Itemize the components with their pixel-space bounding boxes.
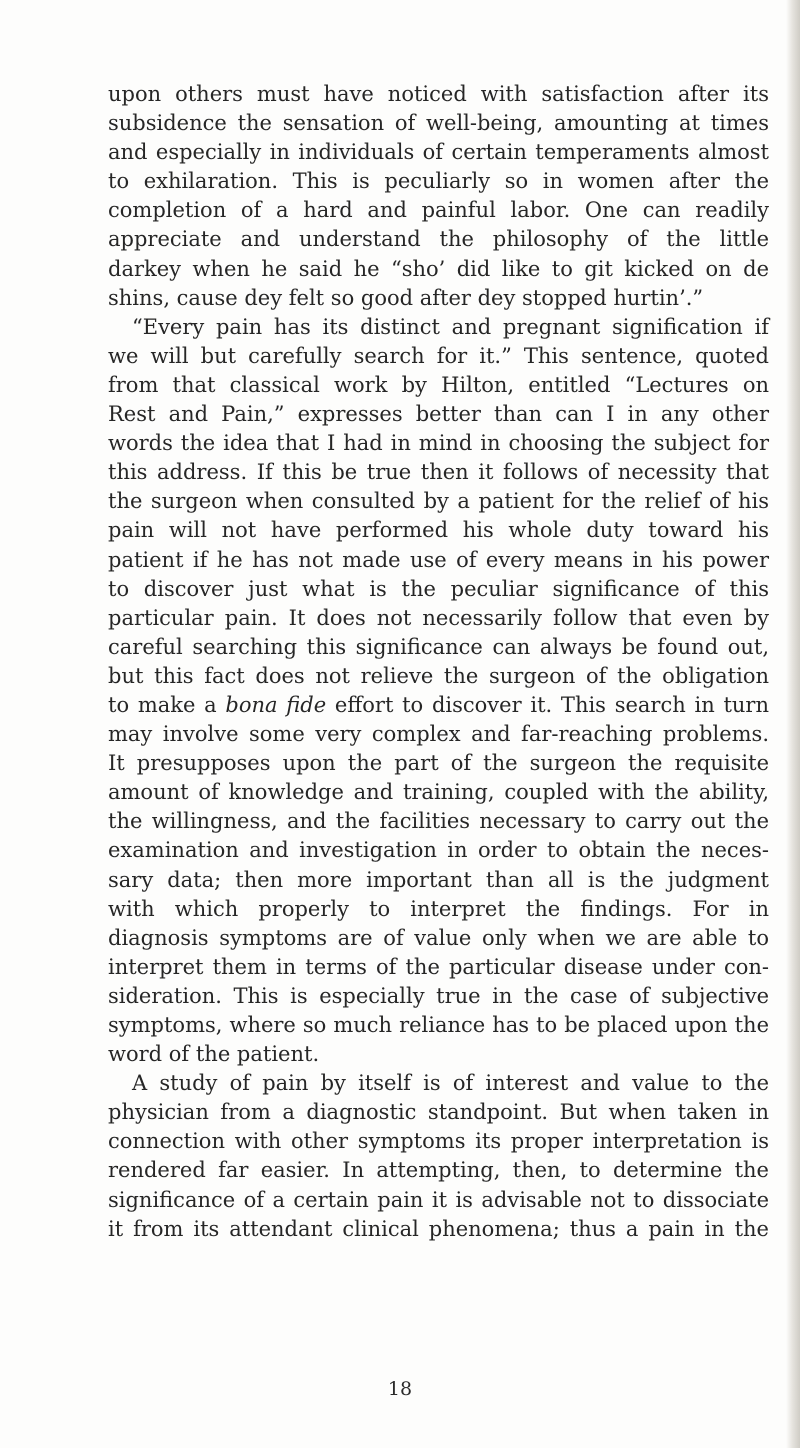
- paragraph: [108, 1069, 769, 1244]
- text-line: rendered far easier. In attempting, then, to determine the: [108, 1158, 769, 1183]
- paragraph: [108, 80, 769, 313]
- text-line: sideration. This is especially true in the case of subjective: [108, 983, 769, 1008]
- text-line: the willingness, and the facilities necessary to carry out the: [108, 809, 769, 834]
- text-line: we will but carefully search for it.” This sentence, quoted: [108, 343, 769, 368]
- text-fragment: to make a: [108, 692, 226, 717]
- text-line: the surgeon when consulted by a patient for the relief of his: [108, 489, 769, 514]
- text-line: diagnosis symptoms are of value only when we are able to: [108, 925, 769, 950]
- text-line: It presupposes upon the part of the surgeon the requisite: [108, 751, 769, 776]
- text-line: word of the patient.: [108, 1042, 320, 1067]
- page-number: 18: [387, 1378, 413, 1400]
- text-line: connection with other symptoms its proper interpretation is: [108, 1129, 769, 1154]
- body-text: [108, 80, 769, 1244]
- text-line: may involve some very complex and far-reaching problems.: [108, 722, 769, 747]
- text-line: “Every pain has its distinct and pregnant signification if: [132, 314, 769, 339]
- text-line: A study of pain by itself is of interest and value to the: [132, 1071, 769, 1096]
- text-line: with which properly to interpret the findings. For in: [108, 896, 769, 921]
- text-line: amount of knowledge and training, coupled with the ability,: [108, 780, 769, 805]
- text-line: physician from a diagnostic standpoint. But when taken in: [108, 1100, 769, 1125]
- text-line: examination and investigation in order to obtain the neces-: [108, 838, 769, 863]
- text-line: completion of a hard and painful labor. One can readily: [108, 198, 769, 223]
- text-line: symptoms, where so much reliance has to be placed upon the: [108, 1013, 769, 1037]
- text-line: to discover just what is the peculiar significance of this: [108, 576, 769, 601]
- text-line: upon others must have noticed with satisfaction after its: [108, 82, 769, 106]
- text-line: it from its attendant clinical phenomena; thus a pain in the: [108, 1216, 769, 1241]
- text-line: sary data; then more important than all is the judgment: [108, 867, 769, 892]
- text-line: appreciate and understand the philosophy of the little: [108, 227, 769, 252]
- text-fragment: effort to discover it. This search in turn: [326, 692, 769, 717]
- italic-phrase: bona fide: [225, 692, 327, 717]
- text-line: this address. If this be true then it follows of necessity that: [108, 460, 769, 485]
- text-line: pain will not have performed his whole duty toward his: [108, 518, 769, 543]
- text-line: but this fact does not relieve the surgeon of the obligation: [108, 663, 769, 688]
- text-line: subsidence the sensation of well-being, amounting at times: [108, 111, 769, 136]
- paragraph: [108, 313, 769, 1069]
- text-line: particular pain. It does not necessarily follow that even by: [108, 605, 769, 630]
- text-line: to exhilaration. This is peculiarly so in women after the: [108, 169, 769, 194]
- text-line: significance of a certain pain it is advisable not to dissociate: [108, 1187, 769, 1212]
- text-line: Rest and Pain,” expresses better than can I in any other: [108, 402, 769, 427]
- text-line: interpret them in terms of the particular disease under con-: [108, 954, 769, 979]
- text-line: careful searching this significance can always be found out,: [108, 634, 769, 659]
- text-line: and especially in individuals of certain temperaments almost: [108, 140, 769, 165]
- text-line: patient if he has not made use of every means in his power: [108, 547, 769, 572]
- text-line-with-italic: [108, 691, 769, 720]
- text-line: darkey when he said he “sho’ did like to git kicked on de: [108, 256, 769, 281]
- text-line: shins, cause dey felt so good after dey stopped hurtin’.”: [108, 285, 704, 310]
- text-line: from that classical work by Hilton, entitled “Lectures on: [108, 372, 769, 397]
- page-edge-shadow: [786, 0, 800, 1448]
- text-line: words the idea that I had in mind in choosing the subject for: [108, 431, 769, 456]
